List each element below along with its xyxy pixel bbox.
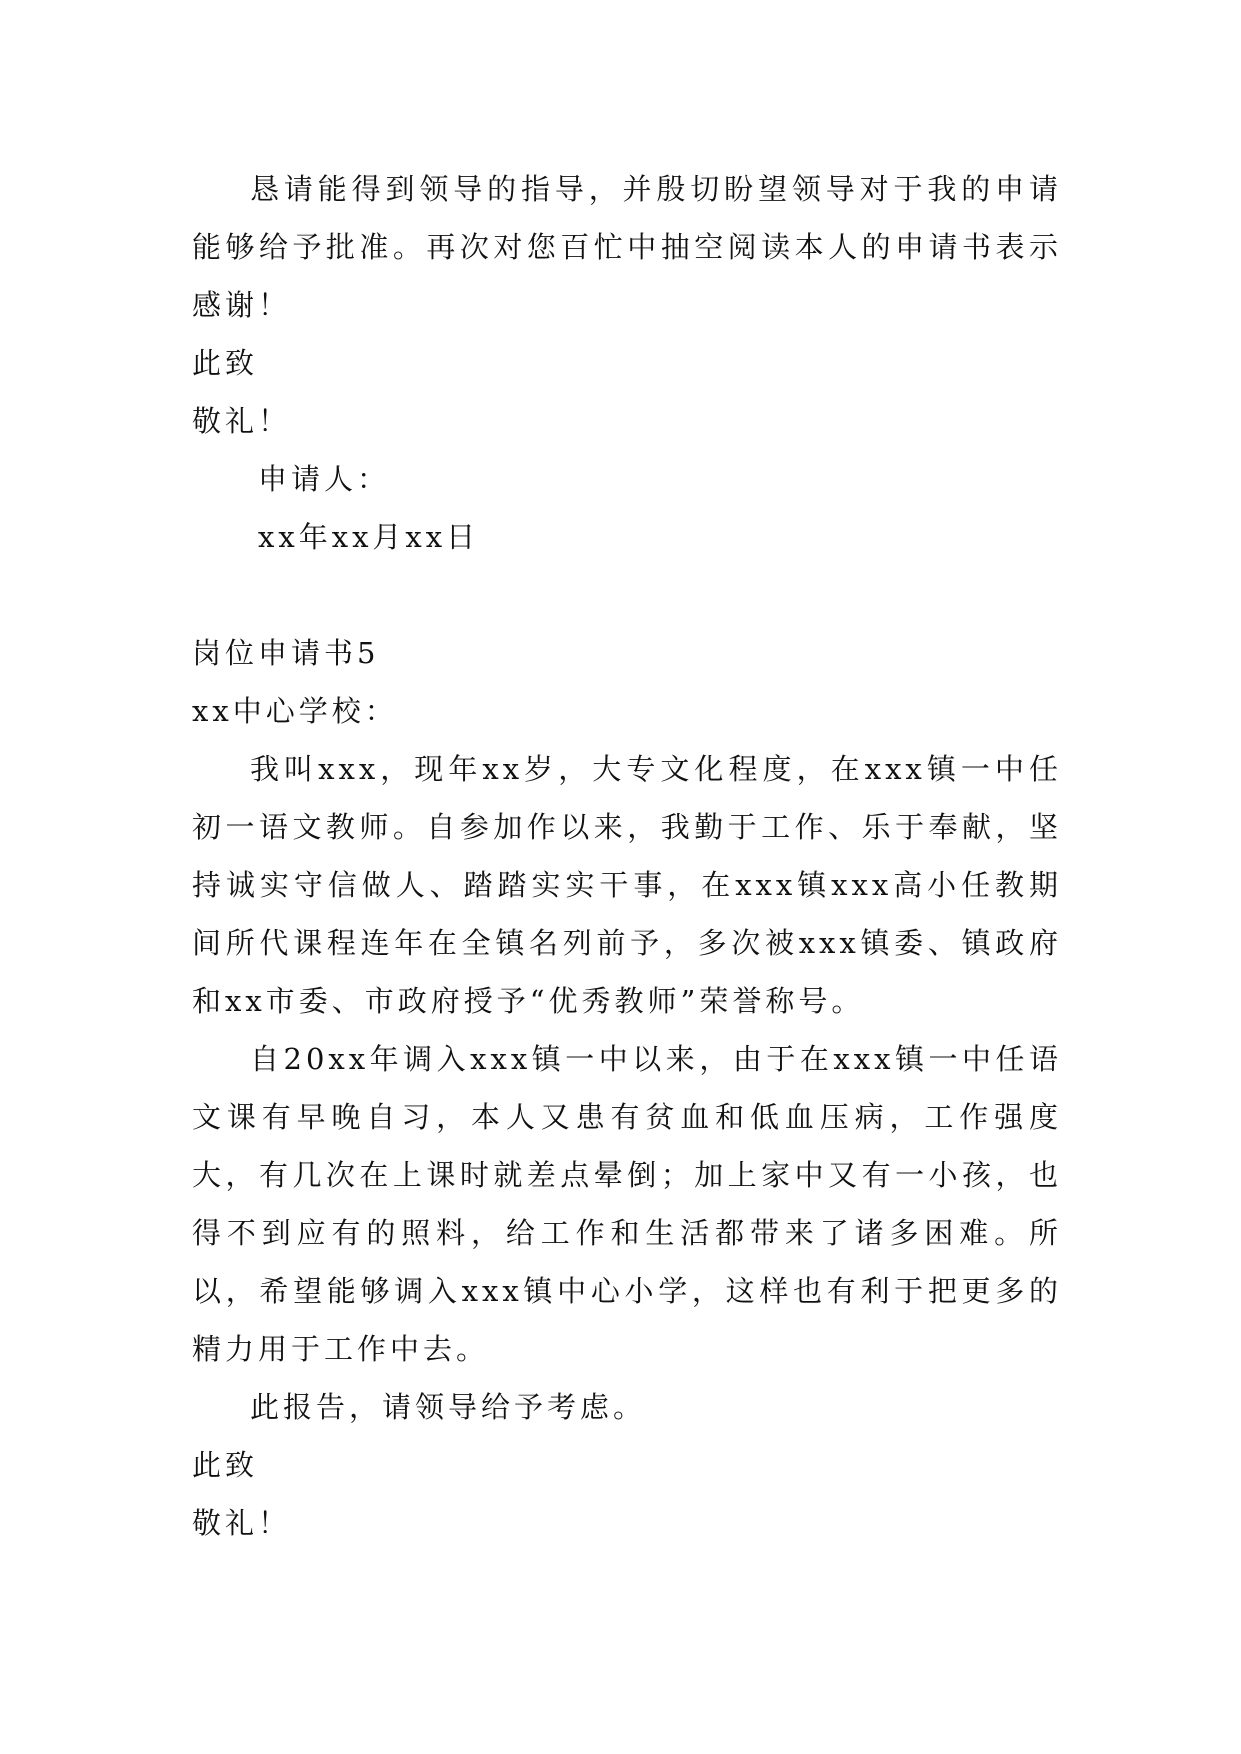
body-paragraph: 此报告，请领导给予考虑。 <box>250 1390 647 1424</box>
body-paragraph: 自20xx年调入xxx镇一中以来，由于在xxx镇一中任语文课有早晚自习，本人又患有贫血和低血压病，工作强度大，有几次在上课时就差点晕倒；加上家中又有一小孩，也得不到应有的照料，给工作和生活都带来了诸多困难。所以，希望能够调入xxx镇中心小学，这样也有利于把更多的精力用于工作中去。 <box>192 1042 1062 1366</box>
closing-salutation: 此致 <box>192 346 259 380</box>
closing-salutation: 此致 <box>192 1448 259 1482</box>
recipient-salutation: xx中心学校： <box>192 694 398 728</box>
section-title: 岗位申请书5 <box>192 636 380 670</box>
section-spacer <box>192 566 1062 624</box>
applicant-label: 申请人： <box>258 462 391 496</box>
body-paragraph: 我叫xxx，现年xx岁，大专文化程度，在xxx镇一中任初一语文教师。自参加作以来，我勤于工作、乐于奉献，坚持诚实守信做人、踏踏实实干事，在xxx镇xxx高小任教期间所代课程连年在全镇名列前予，多次被xxx镇委、镇政府和xx市委、市政府授予“优秀教师”荣誉称号。 <box>192 752 1062 1018</box>
document-page <box>192 160 1062 1552</box>
closing-regards: 敬礼！ <box>192 404 292 438</box>
closing-regards: 敬礼！ <box>192 1506 292 1540</box>
date-line: xx年xx月xx日 <box>258 520 480 554</box>
request-paragraph: 恳请能得到领导的指导，并殷切盼望领导对于我的申请能够给予批准。再次对您百忙中抽空阅读本人的申请书表示感谢！ <box>192 172 1062 322</box>
